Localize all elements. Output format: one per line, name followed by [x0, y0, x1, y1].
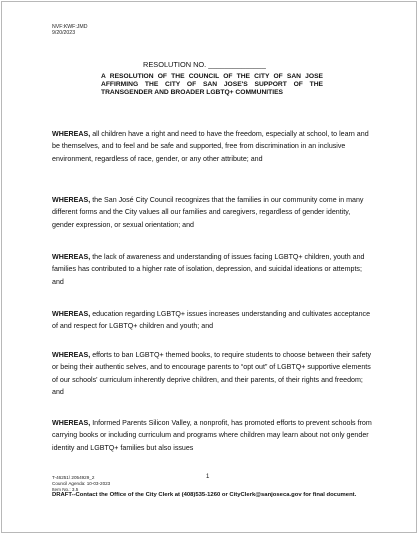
- whereas-text: the San José City Council recognizes that the families in our community come in many different forms and the City values all our families and caregivers, regardless of gender identity, gender expression, or sexual orientation; and: [52, 196, 364, 229]
- whereas-lead: WHEREAS,: [52, 419, 91, 427]
- header-date: 9/20/2023: [52, 30, 76, 37]
- footer-agenda: Council Agenda: 10-03-2023: [52, 480, 111, 486]
- whereas-lead: WHEREAS,: [52, 196, 91, 204]
- page-number: 1: [206, 474, 210, 480]
- whereas-paragraph: [52, 251, 372, 288]
- footer-references: [52, 475, 110, 492]
- draft-notice: DRAFT--Contact the Office of the City Clerk at (408)535-1260 or CityClerk@sanjoseca.gov for final document.: [52, 492, 357, 498]
- whereas-paragraph: [52, 417, 372, 454]
- whereas-lead: WHEREAS,: [52, 310, 91, 318]
- whereas-text: Informed Parents Silicon Valley, a nonprofit, has promoted efforts to prevent schools from carrying books or including curriculum and programs where children may learn about not only gender identity and LGBTQ+ families but also issues: [52, 419, 372, 452]
- resolution-title: A RESOLUTION OF THE COUNCIL OF THE CITY OF SAN JOSE AFFIRMING THE CITY OF SAN JOSE'S SUPPORT OF THE TRANSGENDER AND BROADER LGBTQ+ COMMUNITIES: [101, 73, 323, 97]
- whereas-lead: WHEREAS,: [52, 253, 91, 261]
- whereas-text: the lack of awareness and understanding of issues facing LGBTQ+ children, youth and families has contributed to a higher rate of isolation, depression, and suicidal ideations or attempts; and: [52, 253, 365, 286]
- whereas-paragraph: [52, 128, 372, 165]
- whereas-lead: WHEREAS,: [52, 130, 91, 138]
- whereas-lead: WHEREAS,: [52, 351, 91, 359]
- whereas-text: all children have a right and need to have the freedom, especially at school, to learn and be themselves, and to feel and be safe and supported, free from discrimination in an inclusive environment, regardless of race, gender, or any other attribute; and: [52, 130, 369, 163]
- resolution-number-line: RESOLUTION NO. ______________: [143, 60, 266, 69]
- whereas-paragraph: [52, 194, 372, 231]
- footer-doc-id: T-46251\ 2054929_2: [52, 475, 95, 480]
- footer-item: Item No.: 3.5: [52, 486, 79, 492]
- whereas-text: education regarding LGBTQ+ issues increases understanding and cultivates acceptance of and respect for LGBTQ+ children and youth; and: [52, 310, 371, 331]
- whereas-text: efforts to ban LGBTQ+ themed books, to require students to choose between their safety or being their authentic selves, and to encourage parents to “opt out” of LGBTQ+ supportive elements of our schools' curriculum inherently deprive children, and their parents, of their rights and freedom; and: [52, 351, 372, 397]
- document-header: [52, 24, 87, 36]
- whereas-paragraph: [52, 308, 372, 333]
- header-code: NVF:KWF:JMD: [52, 24, 88, 30]
- whereas-paragraph: [52, 349, 372, 399]
